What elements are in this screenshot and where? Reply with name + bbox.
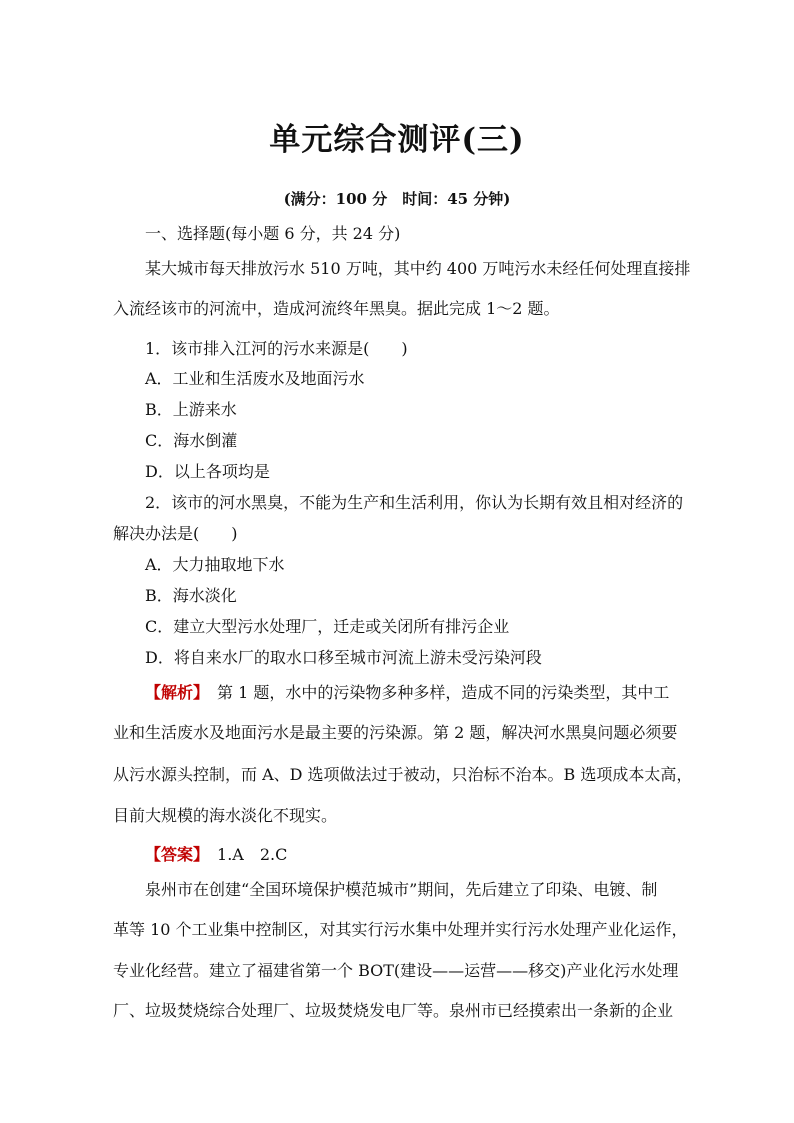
paragraph-line: 泉州市在创建“全国环境保护模范城市”期间，先后建立了印染、电镀、制 [145, 880, 658, 899]
question-2-stem: 解决办法是( ) [113, 524, 238, 543]
section-heading: 一、选择题(每小题 6 分，共 24 分) [145, 224, 401, 243]
answer-line [145, 842, 725, 865]
paragraph-line: 专业化经营。建立了福建省第一个 BOT(建设——运营——移交)产业化污水处理 [113, 961, 679, 980]
answer-tag: 【答案】 [145, 845, 202, 864]
question-1-option: C．海水倒灌 [145, 431, 238, 450]
question-2-stem: 2．该市的河水黑臭，不能为生产和生活利用，你认为长期有效且相对经济的 [145, 493, 684, 512]
analysis-line: 从污水源头控制，而 A、D 选项做法过于被动，只治标不治本。B 选项成本太高， [113, 765, 693, 784]
exam-meta: (满分：100 分 时间：45 分钟) [283, 190, 511, 208]
analysis-line [145, 680, 725, 703]
page-title: 单元综合测评(三) [269, 122, 525, 158]
analysis-line: 目前大规模的海水淡化不现实。 [113, 806, 338, 825]
question-2-option: A．大力抽取地下水 [145, 555, 285, 574]
question-1-option: B．上游来水 [145, 400, 237, 419]
intro-paragraph-line: 某大城市每天排放污水 510 万吨，其中约 400 万吨污水未经任何处理直接排 [145, 259, 691, 278]
question-1-option: A．工业和生活废水及地面污水 [145, 369, 365, 388]
question-2-option: B．海水淡化 [145, 586, 237, 605]
question-2-option: D．将自来水厂的取水口移至城市河流上游未受污染河段 [145, 648, 542, 667]
analysis-line: 业和生活废水及地面污水是最主要的污染源。第 2 题，解决河水黑臭问题必须要 [113, 723, 678, 742]
paragraph-line: 厂、垃圾焚烧综合处理厂、垃圾焚烧发电厂等。泉州市已经摸索出一条新的企业 [113, 1001, 674, 1020]
analysis-tag: 【解析】 [145, 683, 202, 702]
question-1-stem: 1．该市排入江河的污水来源是( ) [145, 339, 408, 358]
paragraph-line: 革等 10 个工业集中控制区，对其实行污水集中处理并实行污水处理产业化运作， [113, 920, 688, 939]
analysis-text: 第 1 题，水中的污染物多种多样，造成不同的污染类型，其中工 [201, 683, 670, 702]
question-1-option: D．以上各项均是 [145, 462, 270, 481]
intro-paragraph-line: 入流经该市的河流中，造成河流终年黑臭。据此完成 1～2 题。 [113, 299, 560, 318]
question-2-option: C．建立大型污水处理厂，迁走或关闭所有排污企业 [145, 617, 510, 636]
answer-text: 1.A 2.C [201, 845, 288, 864]
